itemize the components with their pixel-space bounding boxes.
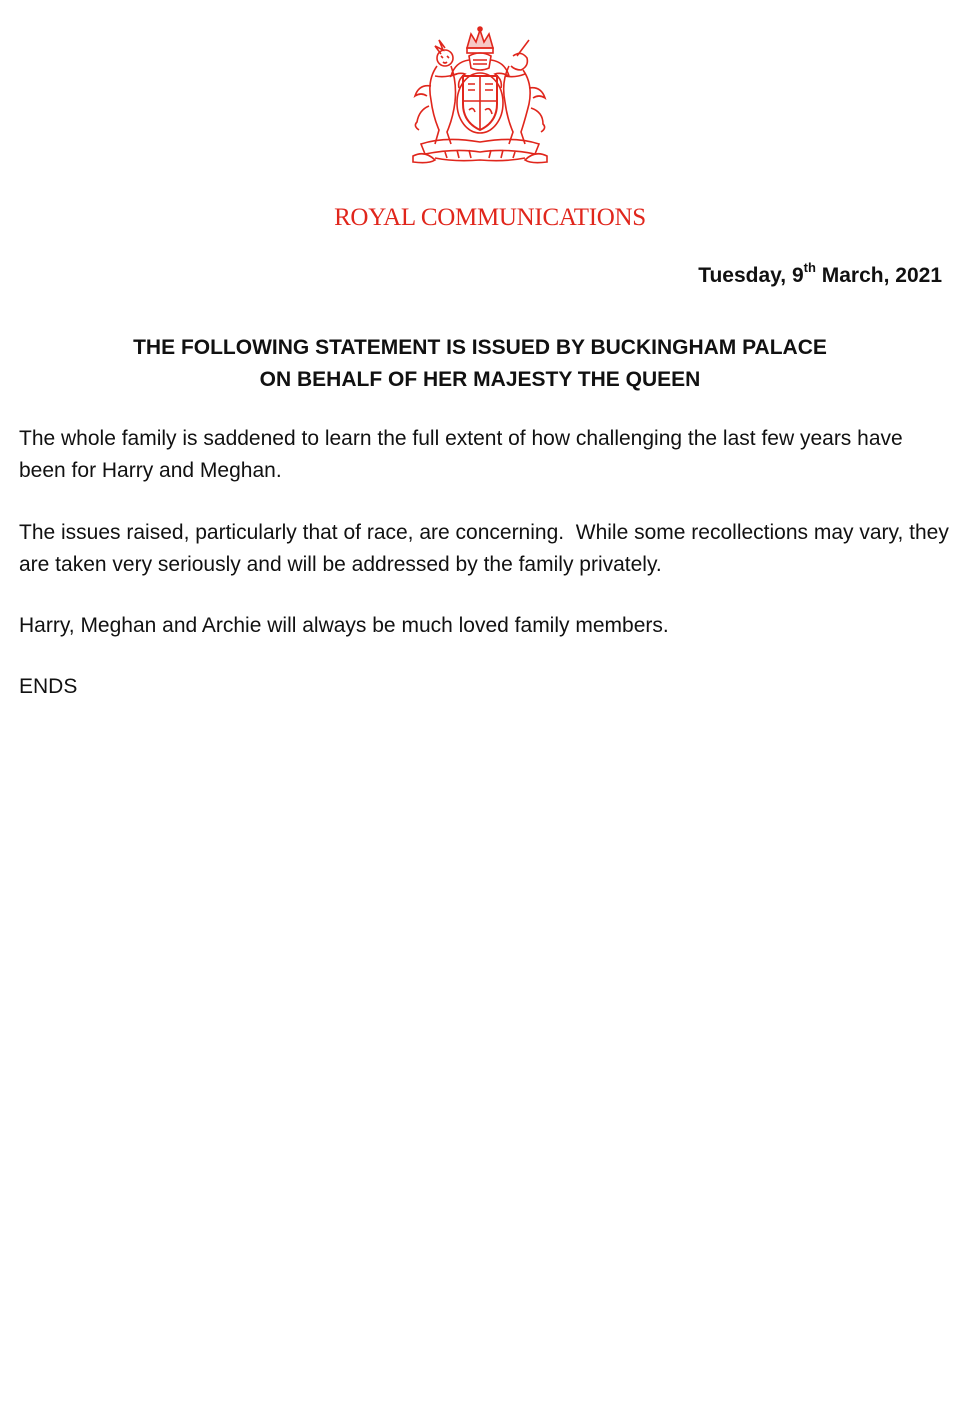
date-ordinal-suffix: th (803, 260, 816, 275)
royal-coat-of-arms-logo (405, 26, 555, 166)
statement-heading (0, 332, 960, 396)
date-month-year: March, 2021 (815, 264, 942, 287)
statement-ends: ENDS (19, 675, 78, 698)
heading-line-1: THE FOLLOWING STATEMENT IS ISSUED BY BUCKINGHAM PALACE (133, 336, 827, 359)
statement-paragraph-3: Harry, Meghan and Archie will always be much loved family members. (19, 614, 669, 637)
statement-paragraph-1: The whole family is saddened to learn the full extent of how challenging the last few years have been for Harry and Meghan. (19, 427, 903, 482)
date-weekday-day: Tuesday, 9 (698, 264, 804, 287)
heading-line-2: ON BEHALF OF HER MAJESTY THE QUEEN (259, 368, 701, 391)
letterhead-department-title: ROYAL COMMUNICATIONS (334, 204, 646, 231)
statement-date (698, 260, 942, 288)
statement-paragraph-2: The issues raised, particularly that of race, are concerning. While some recollections may vary, they are taken very seriously and will be addressed by the family privately. (19, 521, 955, 576)
